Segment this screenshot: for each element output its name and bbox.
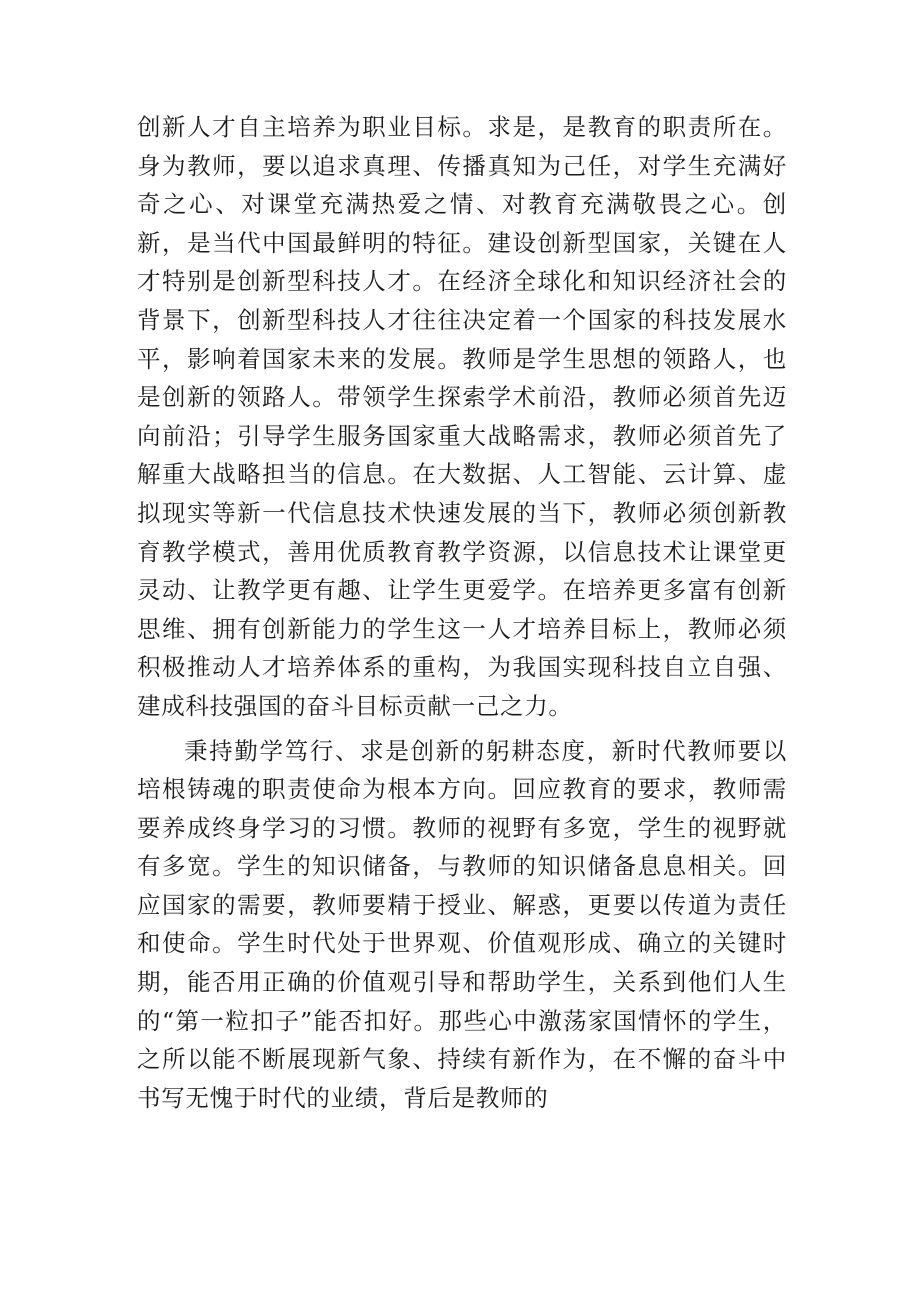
paragraph-2: 秉持勤学笃行、求是创新的躬耕态度，新时代教师要以培根铸魂的职责使命为根本方向。回应教育的要求，教师需要养成终身学习的习惯。教师的视野有多宽，学生的视野就有多宽。学生的知识储备，与教师的知识储备息息相关。回应国家的需要，教师要精于授业、解惑，更要以传道为责任和使命。学生时代处于世界观、价值观形成、确立的关键时期，能否用正确的价值观引导和帮助学生，关系到他们人生的“第一粒扣子”能否扣好。那些心中激荡家国情怀的学生，之所以能不断展现新气象、持续有新作为，在不懈的奋斗中书写无愧于时代的业绩，背后是教师的 xyxy=(137,736,787,1112)
paragraph-1: 创新人才自主培养为职业目标。求是，是教育的职责所在。身为教师，要以追求真理、传播真知为己任，对学生充满好奇之心、对课堂充满热爱之情、对教育充满敬畏之心。创新，是当代中国最鲜明的特征。建设创新型国家，关键在人才特别是创新型科技人才。在经济全球化和知识经济社会的背景下，创新型科技人才往往决定着一个国家的科技发展水平，影响着国家未来的发展。教师是学生思想的领路人，也是创新的领路人。带领学生探索学术前沿，教师必须首先迈向前沿；引导学生服务国家重大战略需求，教师必须首先了解重大战略担当的信息。在大数据、人工智能、云计算、虚拟现实等新一代信息技术快速发展的当下，教师必须创新教育教学模式，善用优质教育教学资源，以信息技术让课堂更灵动、让教学更有趣、让学生更爱学。在培养更多富有创新思维、拥有创新能力的学生这一人才培养目标上，教师必须积极推动人才培养体系的重构，为我国实现科技自立自强、建成科技强国的奋斗目标贡献一己之力。 xyxy=(137,113,787,720)
document-body xyxy=(137,108,787,1117)
